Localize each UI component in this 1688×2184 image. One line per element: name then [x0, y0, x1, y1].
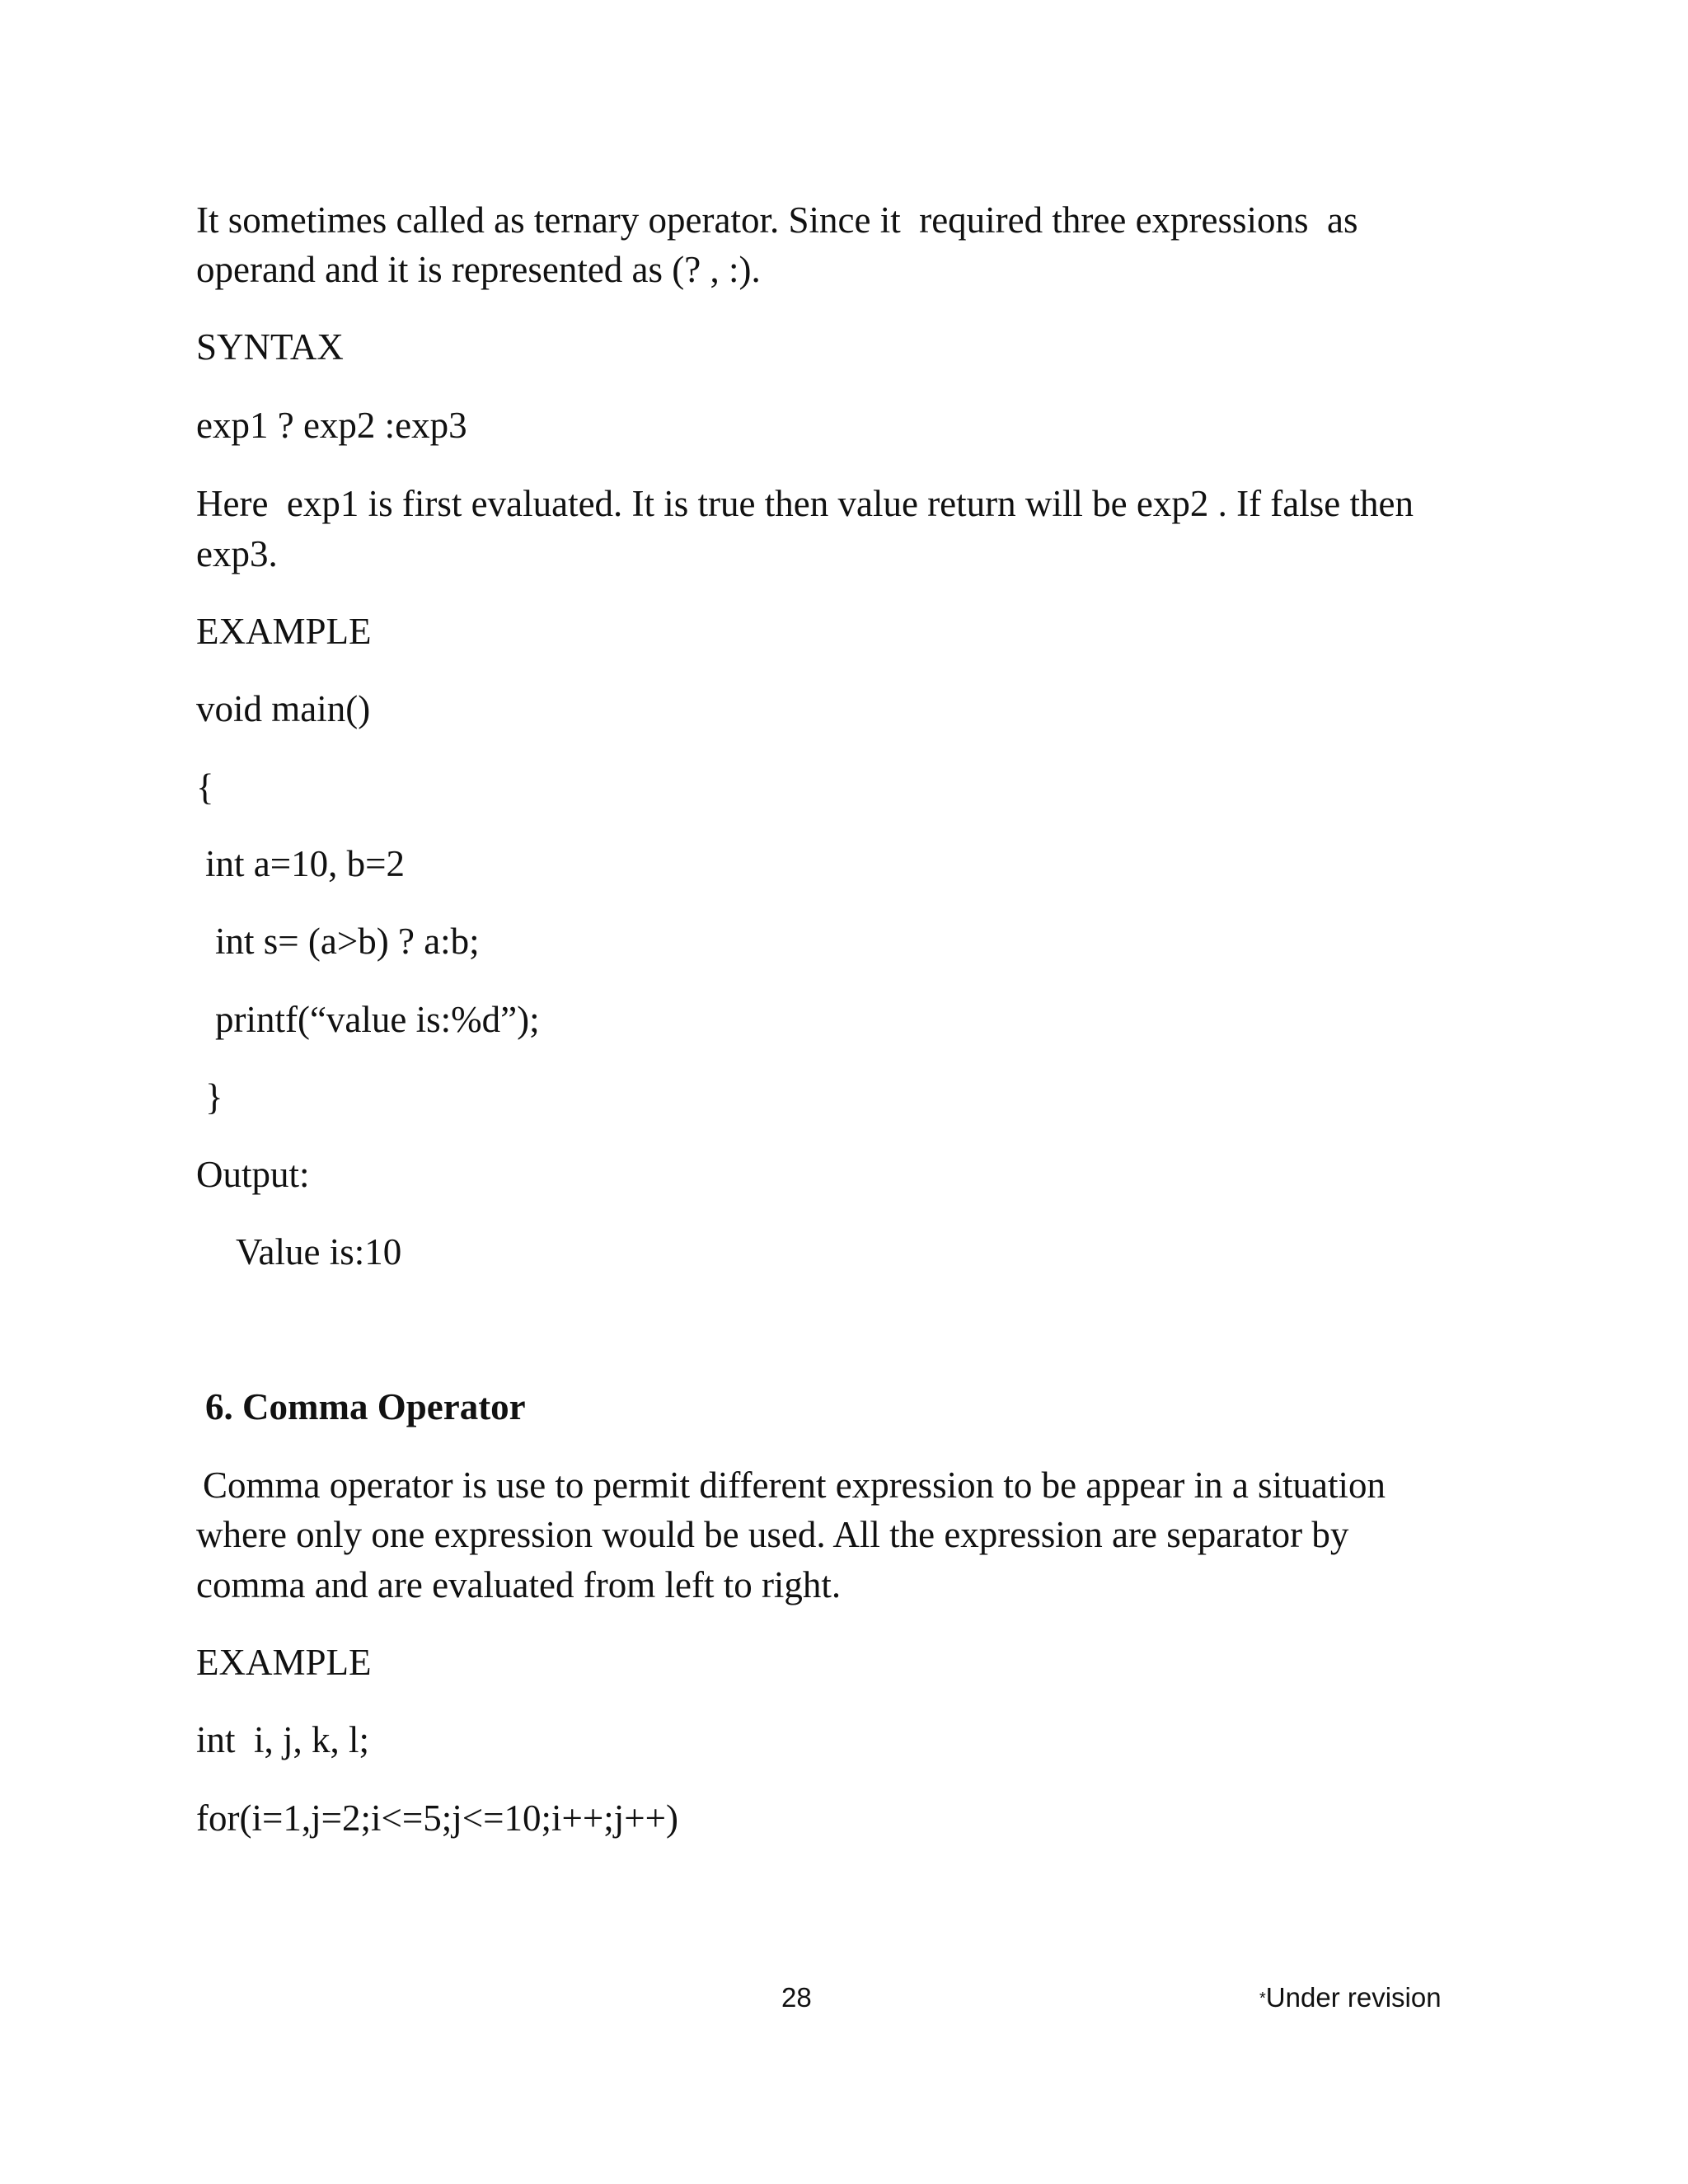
explanation-line-2: exp3. [196, 533, 278, 574]
code-line: int a=10, b=2 [205, 843, 405, 884]
code-line: { [196, 766, 214, 808]
example-label: EXAMPLE [196, 1642, 372, 1683]
code-line: int s= (a>b) ? a:b; [215, 921, 480, 962]
output-value: Value is:10 [236, 1231, 402, 1272]
revision-note [1259, 1980, 1442, 2017]
section-heading: 6. Comma Operator [205, 1386, 526, 1427]
asterisk-mark: * [1259, 1990, 1266, 2008]
section-body-line-1: Comma operator is use to permit different expression to be appear in a situation [203, 1465, 1386, 1506]
section-body-line-2: where only one expression would be used. All the expression are separator by [196, 1514, 1349, 1555]
explanation-line-1: Here exp1 is first evaluated. It is true then value return will be exp2 . If false then [196, 483, 1414, 524]
intro-text-line-2: operand and it is represented as (? , :). [196, 249, 761, 290]
section-body-line-3: comma and are evaluated from left to right. [196, 1564, 842, 1605]
code-line: } [205, 1076, 223, 1118]
code-line: void main() [196, 688, 371, 729]
code-line: printf(“value is:%d”); [215, 999, 540, 1040]
example-label: EXAMPLE [196, 611, 372, 652]
code-line: for(i=1,j=2;i<=5;j<=10;i++;j++) [196, 1797, 678, 1839]
output-label: Output: [196, 1154, 310, 1195]
syntax-code: exp1 ? exp2 :exp3 [196, 405, 467, 446]
revision-note-text: Under revision [1265, 1982, 1442, 2013]
intro-text-line-1: It sometimes called as ternary operator. Since it required three expressions as [196, 199, 1358, 241]
code-line: int i, j, k, l; [196, 1719, 370, 1760]
syntax-label: SYNTAX [196, 326, 344, 368]
page-number: 28 [781, 1982, 812, 2013]
